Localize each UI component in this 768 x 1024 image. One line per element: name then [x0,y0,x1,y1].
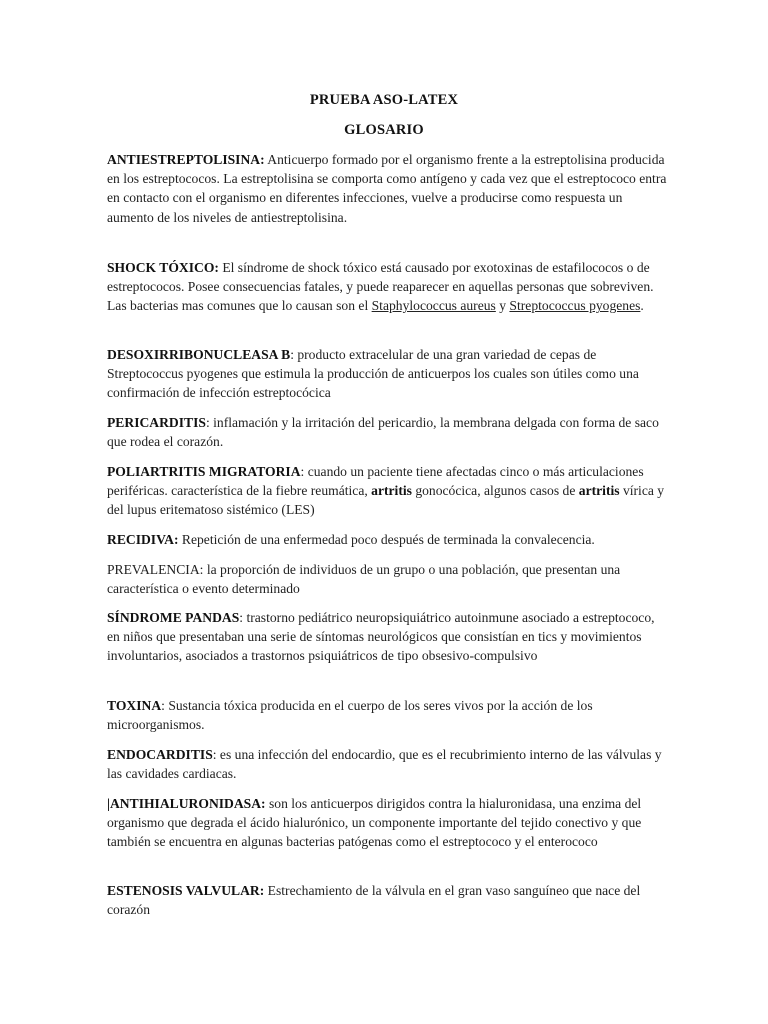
entry-term: TOXINA [107,698,162,713]
entry-toxina [107,696,667,734]
entry-recidiva [107,530,667,549]
entry-shock-toxico [107,258,667,316]
entry-definition: Anticuerpo formado por el organismo frente a la estreptolisina producida en los estreptococos. La estreptolisina se comporta como antígeno y cada vez que el estreptococo entra en contacto con el organismo en diferentes infecciones, vuelve a producirse como respuesta un aumento de los niveles de antiestreptolisina. [107,152,667,225]
entry-estenosis-valvular [107,881,667,919]
entry-definition: : cuando un paciente tiene afectadas cinco o más articulaciones periféricas. característica de la fiebre reumática, [107,464,644,499]
entry-definition-mid: y [495,298,510,314]
entry-definition: Repetición de una enfermedad poco después de terminada la convalecencia. [178,532,595,547]
entry-desoxirribonucleasa-b [107,345,667,403]
artritis-emphasis: artritis [578,483,620,499]
entry-definition-end: vírica y del lupus eritematoso sistémico (LES) [107,483,665,518]
entry-term: |ANTIHIALURONIDASA: [107,796,266,811]
entry-definition: : Sustancia tóxica producida en el cuerpo de los seres vivos por la acción de los microorganismos. [107,698,593,733]
entry-term: DESOXIRRIBONUCLEASA B [107,347,291,362]
entry-sindrome-pandas [107,608,667,666]
glossary-heading: GLOSARIO [344,122,424,138]
entry-antiestreptolisina [107,150,667,227]
artritis-emphasis: artritis [371,483,412,499]
entry-term: SHOCK TÓXICO: [107,260,219,275]
entry-definition: son los anticuerpos dirigidos contra la hialuronidasa, una enzima del organismo que degrada el ácido hialurónico, un componente importante del tejido conectivo y que también se encuentra en algunas bacterias patógenas como el estreptococo y el enterococo [107,796,642,850]
entry-definition: : inflamación y la irritación del pericardio, la membrana delgada con forma de saco que rodea el corazón. [107,415,659,450]
streptococcus-link[interactable]: Streptococcus pyogenes [509,298,641,314]
document-title: PRUEBA ASO-LATEX [309,92,459,108]
entry-pericarditis [107,413,667,451]
entry-term: ANTIESTREPTOLISINA: [107,152,265,167]
entry-definition: la proporción de individuos de un grupo o una población, que presentan una característica o evento determinado [107,562,621,597]
entry-term: SÍNDROME PANDAS [107,610,240,625]
entry-term: POLIARTRITIS MIGRATORIA [107,464,301,479]
entry-endocarditis [107,745,667,783]
entry-definition: : trastorno pediátrico neuropsiquiátrico autoinmune asociado a estreptococo, en niños que presentaban una serie de síntomas neurológicos que consistían en tics y movimientos involuntarios, asociados a trastornos psiquiátricos de tipo obsesivo-compulsivo [107,610,655,664]
entry-definition: El síndrome de shock tóxico está causado por exotoxinas de estafilococos o de estreptococos. Posee consecuencias fatales, y puede reaparecer en aquellas personas que sobreviven. Las bacterias mas comunes que lo causan son el [107,260,654,314]
entry-definition: : producto extracelular de una gran variedad de cepas de Streptococcus pyogenes que estimula la producción de anticuerpos los cuales son útiles como una confirmación de infección estreptocócica [107,347,639,401]
entry-term: ESTENOSIS VALVULAR: [107,883,265,898]
entry-term: PREVALENCIA: [107,562,204,577]
entry-term: ENDOCARDITIS [107,747,213,762]
entry-prevalencia [107,560,667,598]
entry-definition-mid: gonocócica, algunos casos de [411,483,579,499]
entry-poliartritis-migratoria [107,462,667,520]
staphylococcus-link[interactable]: Staphylococcus aureus [371,298,496,314]
entry-definition: : es una infección del endocardio, que es el recubrimiento interno de las válvulas y las cavidades cardiacas. [107,747,662,782]
entry-definition-end: . [640,298,644,314]
entry-term: PERICARDITIS [107,415,206,430]
entry-antihialuronidasa [107,794,667,852]
entry-definition: Estrechamiento de la válvula en el gran vaso sanguíneo que nace del corazón [107,883,641,918]
entry-term: RECIDIVA: [107,532,179,547]
